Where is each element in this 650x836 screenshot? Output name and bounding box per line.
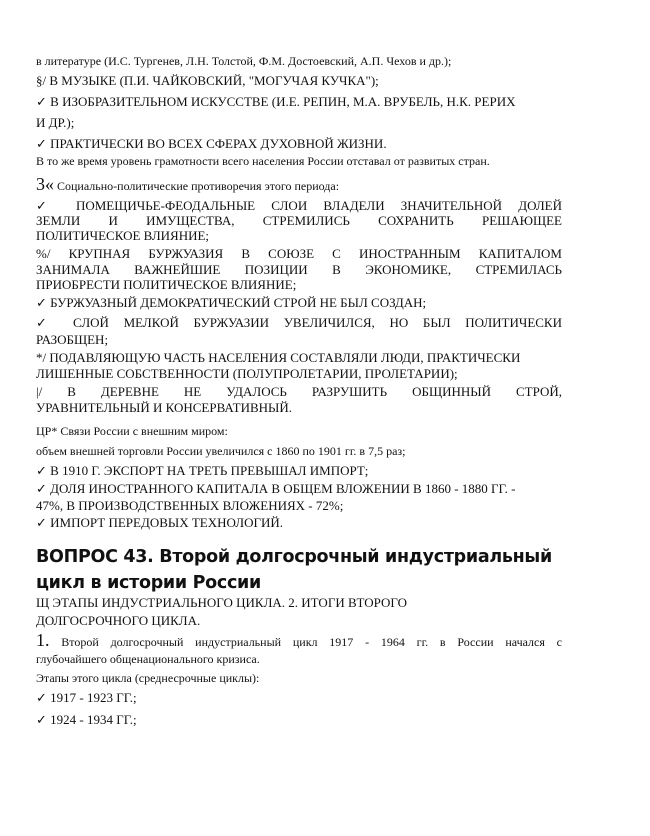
text-line: объем внешней торговли России увеличился с 1860 по 1901 гг. в 7,5 раз; [36,444,406,458]
text-line: ЗАНИМАЛА ВАЖНЕЙШИЕ ПОЗИЦИИ В ЭКОНОМИКЕ, СТРЕМИЛАСЬ [36,262,562,277]
bullet-line: ✓ ПРАКТИЧЕСКИ ВО ВСЕХ СФЕРАХ ДУХОВНОЙ ЖИЗНИ. [36,136,387,151]
section-3-heading [36,174,562,194]
bullet-line: ✓ ДОЛЯ ИНОСТРАННОГО КАПИТАЛА В ОБЩЕМ ВЛОЖЕНИИ В 1860 - 1880 ГГ. - [36,481,516,496]
bullet-line: %/ КРУПНАЯ БУРЖУАЗИЯ В СОЮЗЕ С ИНОСТРАННЫМ КАПИТАЛОМ [36,246,562,261]
paragraph-number: 1. [36,630,50,650]
bullet-line: ✓ СЛОЙ МЕЛКОЙ БУРЖУАЗИИ УВЕЛИЧИЛСЯ, НО БЫЛ ПОЛИТИЧЕСКИ [36,315,562,330]
text-line: И ДР.); [36,115,75,130]
bullet-line: ✓ БУРЖУАЗНЫЙ ДЕМОКРАТИЧЕСКИЙ СТРОЙ НЕ БЫЛ СОЗДАН; [36,295,427,310]
bullet-line: */ ПОДАВЛЯЮЩУЮ ЧАСТЬ НАСЕЛЕНИЯ СОСТАВЛЯЛИ ЛЮДИ, ПРАКТИЧЕСКИ [36,350,521,365]
text-line: ДОЛГОСРОЧНОГО ЦИКЛА. [36,613,201,628]
text-line: ПОЛИТИЧЕСКОЕ ВЛИЯНИЕ; [36,228,210,243]
text-line: РАЗОБЩЕН; [36,332,109,347]
text-line: ПРИОБРЕСТИ ПОЛИТИЧЕСКОЕ ВЛИЯНИЕ; [36,277,297,292]
paragraph-text: Второй долгосрочный индустриальный цикл 1917 - 1964 гг. в России начался с [49,635,562,649]
text-line: ЗЕМЛИ И ИМУЩЕСТВА, СТРЕМИЛИСЬ СОХРАНИТЬ РЕШАЮЩЕЕ [36,213,562,228]
bullet-line: ✓ ИМПОРТ ПЕРЕДОВЫХ ТЕХНОЛОГИЙ. [36,515,283,530]
bullet-line: §/ В МУЗЫКЕ (П.И. ЧАЙКОВСКИЙ, "МОГУЧАЯ КУЧКА"); [36,73,379,88]
text-line: глубочайшего общенационального кризиса. [36,652,260,666]
text-line: ЛИШЕННЫЕ СОБСТВЕННОСТИ (ПОЛУПРОЛЕТАРИИ, ПРОЛЕТАРИИ); [36,366,458,381]
text-line: Этапы этого цикла (среднесрочные циклы): [36,671,260,685]
bullet-line: ✓ 1924 - 1934 ГГ.; [36,712,137,727]
text-line: УРАВНИТЕЛЬНЫЙ И КОНСЕРВАТИВНЫЙ. [36,400,293,415]
text-line: в литературе (И.С. Тургенев, Л.Н. Толстой, Ф.М. Достоевский, А.П. Чехов и др.); [36,54,452,68]
text-line: В то же время уровень грамотности всего населения России отставал от развитых стран. [36,154,490,168]
paragraph-1 [36,630,562,650]
text-line: Щ ЭТАПЫ ИНДУСТРИАЛЬНОГО ЦИКЛА. 2. ИТОГИ ВТОРОГО [36,595,407,610]
text-line: 47%, В ПРОИЗВОДСТВЕННЫХ ВЛОЖЕНИЯХ - 72%; [36,498,344,513]
bullet-line: |/ В ДЕРЕВНЕ НЕ УДАЛОСЬ РАЗРУШИТЬ ОБЩИННЫЙ СТРОЙ, [36,384,562,399]
bullet-line: ✓ 1917 - 1923 ГГ.; [36,690,137,705]
section-title: Социально-политические противоречия этого периода: [54,179,340,193]
question-heading: ВОПРОС 43. Второй долгосрочный индустриальный [36,547,552,567]
question-heading: цикл в истории России [36,573,261,593]
section-number: 3« [36,174,54,194]
bullet-line: ✓ ПОМЕЩИЧЬЕ-ФЕОДАЛЬНЫЕ СЛОИ ВЛАДЕЛИ ЗНАЧИТЕЛЬНОЙ ДОЛЕЙ [36,198,562,213]
bullet-line: ✓ В 1910 Г. ЭКСПОРТ НА ТРЕТЬ ПРЕВЫШАЛ ИМПОРТ; [36,463,369,478]
section-4-heading: ЦР* Связи России с внешним миром: [36,424,228,438]
bullet-line: ✓ В ИЗОБРАЗИТЕЛЬНОМ ИСКУССТВЕ (И.Е. РЕПИН, М.А. ВРУБЕЛЬ, Н.К. РЕРИХ [36,94,516,109]
